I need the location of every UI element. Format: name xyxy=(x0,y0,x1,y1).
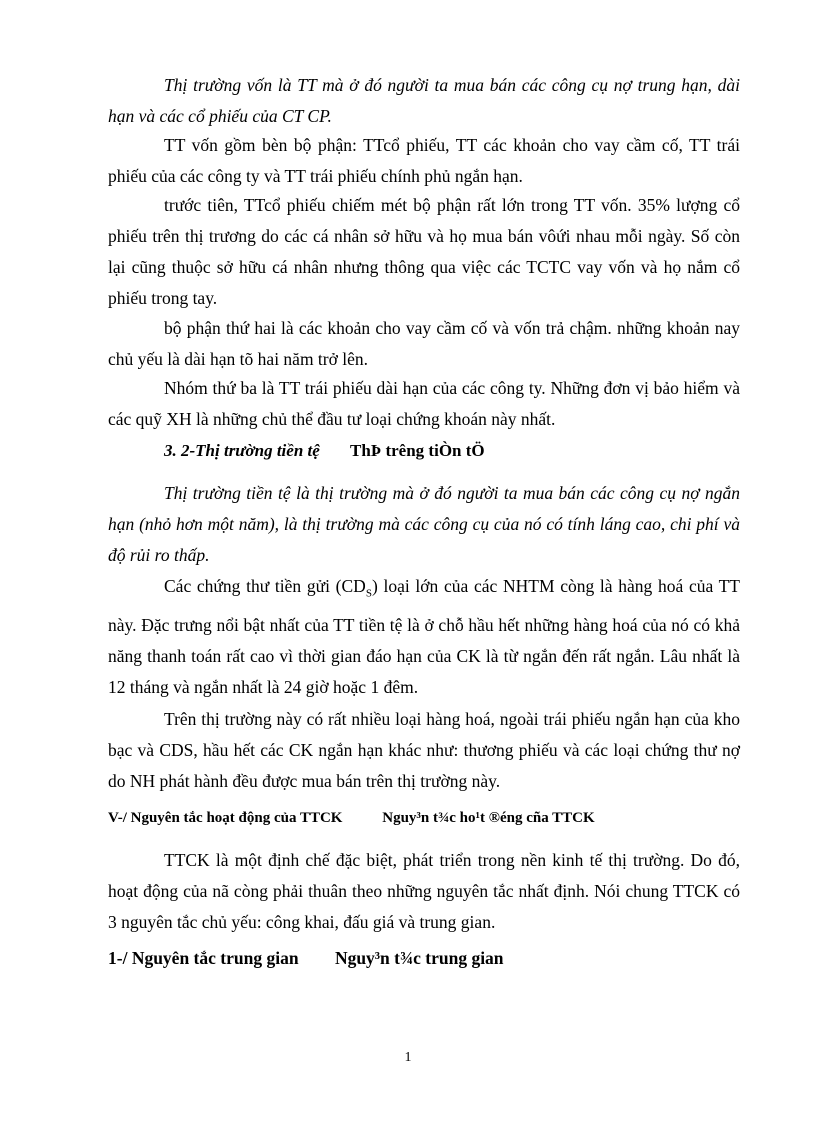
paragraph-money-market-definition: Thị trường tiền tệ là thị trường mà ở đó người ta mua bán các công cụ nợ ngắn hạn (nhỏ hơn một năm), là thị trường mà các công cụ của nó có tính láng cao, chi phí và độ rủi ro thấp. xyxy=(108,483,740,565)
section-heading-garbled: Nguy³n t¾c trung gian xyxy=(334,948,504,968)
paragraph-money-market-goods: Trên thị trường này có rất nhiều loại hàng hoá, ngoài trái phiếu ngắn hạn của kho bạc và CDS, hầu hết các CK ngắn hạn khác như: thương phiếu và các loại chứng thư nợ do NH phát hành đều được mua bán trên thị trường này. xyxy=(108,709,740,791)
section-heading-ttck-principles xyxy=(108,810,595,827)
paragraph-certificates-of-deposit: Các chứng thư tiền gửi $(CD_S)$ loại lớn của các NHTM còng là hàng hoá của TT này. Đặc trưng nổi bật nhất của TT tiền tệ là ở chỗ hầu hết những hàng hoá của nó có khả năng thanh toán rất cao vì thời gian đáo hạn của CK là từ ngắn đến rất ngắn. Lâu nhất là 12 tháng và ngắn nhất là 24 giờ hoặc 1 đêm. xyxy=(108,576,740,697)
section-heading-garbled: ThÞ trêng tiÒn tÖ xyxy=(350,441,485,460)
paragraph-capital-market-components: TT vốn gồm bèn bộ phận: TTcổ phiếu, TT các khoản cho vay cầm cố, TT trái phiếu của các công ty và TT trái phiếu chính phủ ngắn hạn. xyxy=(108,135,740,186)
paragraph-mortgage-loans: bộ phận thứ hai là các khoản cho vay cầm cố và vốn trả chậm. những khoản nay chủ yếu là dài hạn tõ hai năm trở lên. xyxy=(108,318,740,369)
page-number: 1 xyxy=(404,1050,412,1065)
section-heading-title: 3. 2-Thị trường tiền tệ xyxy=(164,441,320,460)
paragraph-bond-market: Nhóm thứ ba là TT trái phiếu dài hạn của các công ty. Những đơn vị bảo hiểm và các quỹ XH là những chủ thể đầu tư loại chứng khoán này nhất. xyxy=(108,378,740,429)
paragraph-ttck-overview: TTCK là một định chế đặc biệt, phát triển trong nền kinh tế thị trường. Do đó, hoạt động của nã còng phải thuân theo những nguyên tắc nhất định. Nói chung TTCK có 3 nguyên tắc chủ yếu: công khai, đấu giá và trung gian. xyxy=(108,850,740,932)
section-heading-intermediary xyxy=(108,948,504,969)
section-heading-title: V-/ Nguyên tắc hoạt động của TTCK xyxy=(108,810,343,826)
paragraph-stock-market: trước tiên, TTcổ phiếu chiếm mét bộ phận rất lớn trong TT vốn. 35% lượng cổ phiếu trên thị trương do các cá nhân sở hữu và họ mua bán vôứi nhau mỗi ngày. Số còn lại cũng thuộc sở hữu cá nhân nhưng thông qua việc các TCTC vay vốn và họ nắm cổ phiếu trong tay. xyxy=(108,195,740,308)
paragraph-capital-market-definition: Thị trường vốn là TT mà ở đó người ta mua bán các công cụ nợ trung hạn, dài hạn và các cổ phiếu của CT CP. xyxy=(108,75,740,126)
section-heading-money-market xyxy=(164,441,485,461)
section-heading-garbled: Nguy³n t¾c ho¹t ®éng cña TTCK xyxy=(382,810,595,826)
section-heading-title: 1-/ Nguyên tắc trung gian xyxy=(108,948,299,968)
